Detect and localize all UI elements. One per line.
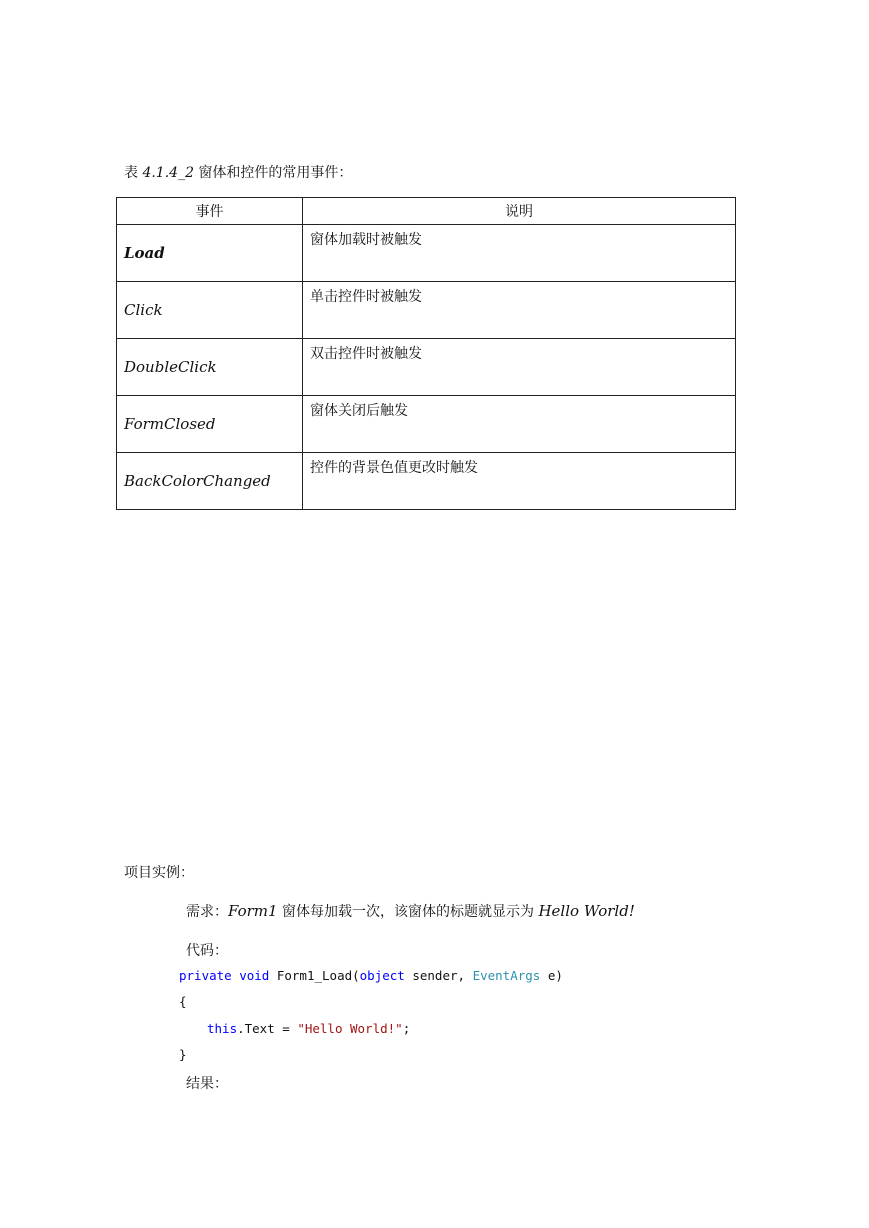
table-row <box>117 282 736 339</box>
code-method-name: Form1_Load( <box>276 968 360 983</box>
code-type: EventArgs <box>472 968 541 983</box>
table-row <box>117 225 736 282</box>
code-param-end: e) <box>547 968 563 983</box>
code-string: "Hello World!" <box>297 1021 403 1036</box>
code-keyword: void <box>239 968 270 983</box>
event-cell: Load <box>117 225 303 282</box>
event-cell: BackColorChanged <box>117 453 303 510</box>
caption-prefix: 表 <box>124 165 138 181</box>
header-event: 事件 <box>117 198 303 225</box>
requirement-form-name: Form1 <box>228 902 278 920</box>
requirement-label: 需求： <box>186 904 228 920</box>
requirement-middle: 窗体每加载一次，该窗体的标题就显示为 <box>282 904 535 920</box>
table-header-row <box>117 198 736 225</box>
event-cell: DoubleClick <box>117 339 303 396</box>
code-label: 代码： <box>186 943 228 959</box>
result-label: 结果： <box>186 1076 228 1092</box>
code-keyword: this <box>207 1021 238 1036</box>
code-param: sender, <box>412 968 466 983</box>
table-caption <box>124 162 352 182</box>
code-statement: .Text = <box>237 1021 298 1036</box>
caption-text: 窗体和控件的常用事件： <box>198 165 353 181</box>
description-cell: 双击控件时被触发 <box>303 339 736 396</box>
table-row <box>117 339 736 396</box>
code-line-2: { <box>179 994 187 1009</box>
code-line-3 <box>207 1021 410 1036</box>
header-description: 说明 <box>303 198 736 225</box>
requirement-title-text: Hello World! <box>538 902 635 920</box>
description-cell: 控件的背景色值更改时触发 <box>303 453 736 510</box>
code-semicolon: ; <box>402 1021 411 1036</box>
description-cell: 单击控件时被触发 <box>303 282 736 339</box>
code-line-1 <box>179 968 563 983</box>
code-keyword: object <box>359 968 405 983</box>
code-line-4: } <box>179 1047 187 1062</box>
table-row <box>117 453 736 510</box>
event-cell: FormClosed <box>117 396 303 453</box>
event-cell: Click <box>117 282 303 339</box>
description-cell: 窗体关闭后触发 <box>303 396 736 453</box>
events-table <box>116 197 736 510</box>
table-row <box>117 396 736 453</box>
caption-number: 4.1.4_2 <box>142 165 194 181</box>
requirement-line <box>186 901 635 921</box>
example-heading: 项目实例： <box>124 865 194 881</box>
description-cell: 窗体加载时被触发 <box>303 225 736 282</box>
code-keyword: private <box>179 968 232 983</box>
